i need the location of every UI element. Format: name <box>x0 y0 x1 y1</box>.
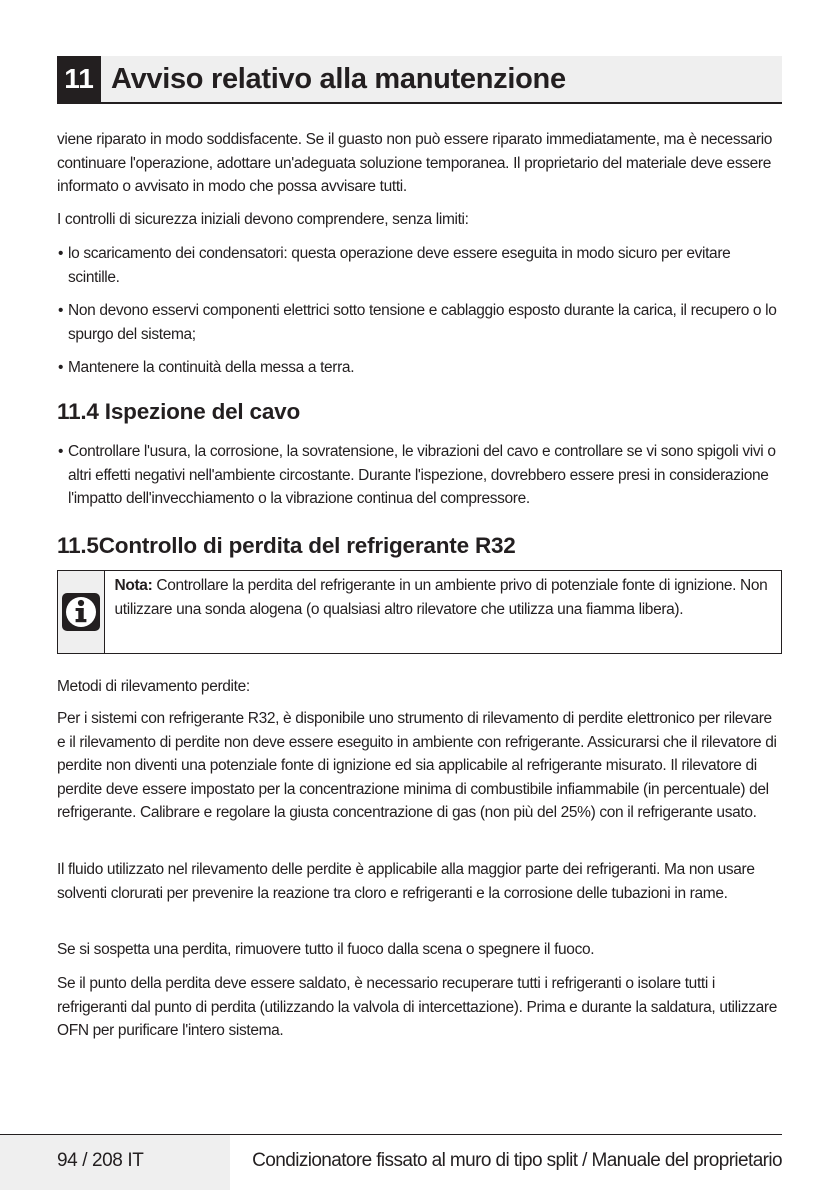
note-text: Controllare la perdita del refrigerante in un ambiente privo di potenziale fonte di ignizione. Non utilizzare una sonda alogena (o qualsiasi altro rilevatore che utilizza una fiamma libera). <box>114 577 768 618</box>
chapter-header <box>57 56 782 104</box>
paragraph: Se il punto della perdita deve essere saldato, è necessario recuperare tutti i refrigeranti o isolare tutti i refrigeranti dal punto di perdita (utilizzando la valvola di intercettazione). Prima e durante la saldatura, utilizzare OFN per purificare l'intero sistema. <box>57 975 777 1039</box>
info-icon <box>61 592 101 632</box>
paragraph: Se si sospetta una perdita, rimuovere tutto il fuoco dalla scena o spegnere il fuoco. <box>57 941 595 958</box>
section-heading-11-4: 11.4 Ispezione del cavo <box>57 399 301 424</box>
bullet-dot: • <box>58 245 64 262</box>
list-item-text: Non devono esservi componenti elettrici sotto tensione e cablaggio esposto durante la carica, il recupero o lo spurgo del sistema; <box>68 302 777 343</box>
note-label: Nota: <box>114 577 153 594</box>
chapter-number: 11 <box>57 56 101 102</box>
list-item-text: Mantenere la continuità della messa a terra. <box>68 359 355 376</box>
paragraph: Metodi di rilevamento perdite: <box>57 678 250 695</box>
document-title: Condizionatore fissato al muro di tipo split / Manuale del proprietario <box>252 1150 782 1171</box>
list-item <box>57 299 783 346</box>
note-box <box>57 570 782 654</box>
page-number: 94 / 208 IT <box>57 1150 144 1171</box>
list-item <box>57 356 783 380</box>
note-icon-cell <box>58 571 105 653</box>
checks-intro: I controlli di sicurezza iniziali devono comprendere, senza limiti: <box>57 211 469 228</box>
chapter-title: Avviso relativo alla manutenzione <box>111 62 566 95</box>
paragraph: Per i sistemi con refrigerante R32, è disponibile uno strumento di rilevamento di perdite elettronico per rilevare e il rilevamento di perdite non deve essere eseguito in ambiente con refrigerante. Assicurarsi che il rilevatore di perdite non diventi una potenziale fonte di ignizione ed sia applicabile al refrigerante misurato. Il rilevatore di perdite deve essere impostato per la concentrazione minima di combustibile infiammabile (in percentuale) del refrigerante. Calibrare e regolare la giusta concentrazione di gas (non più del 25%) con il refrigerante usato. <box>57 710 777 821</box>
bullet-dot: • <box>58 359 64 376</box>
list-item-text: lo scaricamento dei condensatori: questa operazione deve essere eseguita in modo sicuro per evitare scintille. <box>68 245 731 286</box>
intro-continuation: viene riparato in modo soddisfacente. Se il guasto non può essere riparato immediatamente, ma è necessario continuare l'operazione, adottare un'adeguata soluzione temporanea. Il proprietario del materiale deve essere informato o avvisato in modo che possa avvisare tutti. <box>57 131 773 195</box>
list-item <box>57 242 783 289</box>
section-heading-11-5: 11.5Controllo di perdita del refrigerante R32 <box>57 533 516 558</box>
bullet-dot: • <box>58 443 64 460</box>
note-content <box>105 571 781 653</box>
bullet-dot: • <box>58 302 64 319</box>
list-item-text: Controllare l'usura, la corrosione, la sovratensione, le vibrazioni del cavo e controllare se vi sono spigoli vivi o altri effetti negativi nell'ambiente circostante. Durante l'ispezione, dovrebbero essere presi in considerazione l'impatto dell'invecchiamento o la vibrazione continua del compressore. <box>68 443 776 507</box>
paragraph: Il fluido utilizzato nel rilevamento delle perdite è applicabile alla maggior parte dei refrigeranti. Ma non usare solventi clorurati per prevenire la reazione tra cloro e refrigeranti e la corrosione delle tubazioni in rame. <box>57 861 755 902</box>
list-item <box>57 440 783 511</box>
